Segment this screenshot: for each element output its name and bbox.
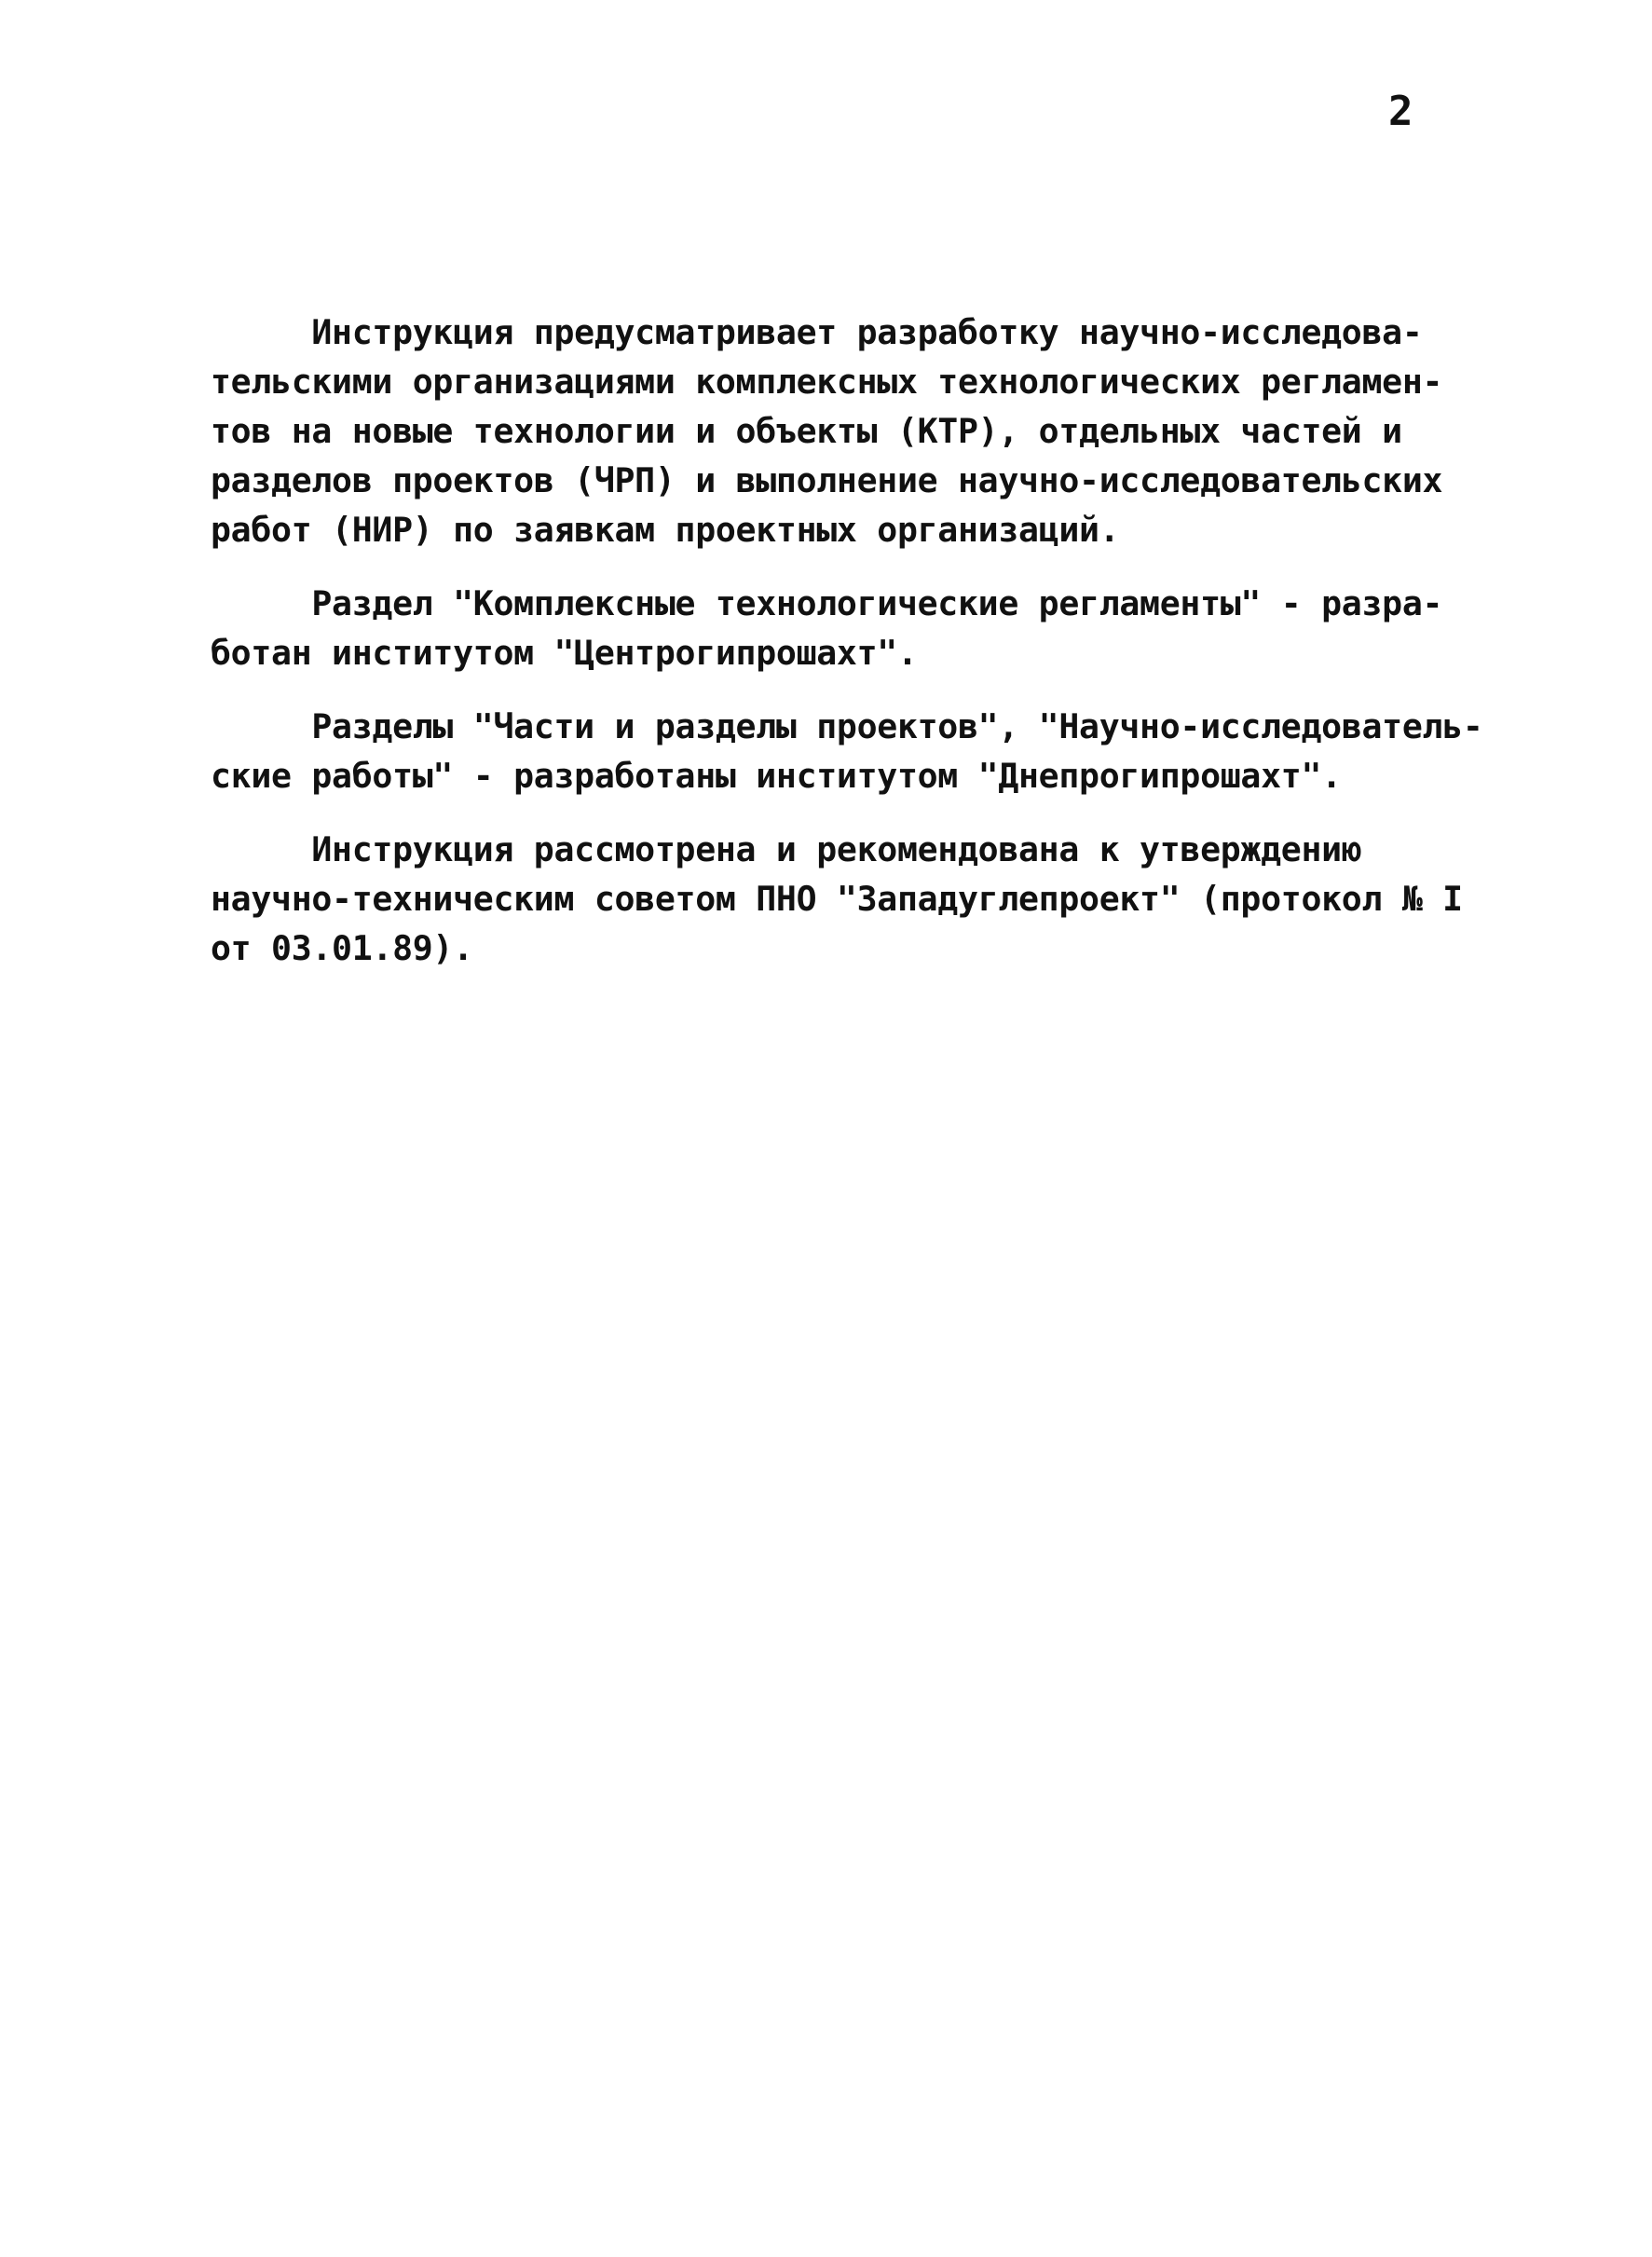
text-line: ботан институтом "Центрогипрошахт". bbox=[211, 633, 918, 673]
paragraph-approval bbox=[211, 825, 1496, 973]
page-number: 2 bbox=[1388, 88, 1413, 135]
body-text bbox=[211, 308, 1496, 997]
text-line: Инструкция предусматривает разработку научно-исследова- bbox=[211, 312, 1423, 352]
text-line: работ (НИР) по заявкам проектных организаций. bbox=[211, 510, 1120, 550]
text-line: тельскими организациями комплексных технологических регламен- bbox=[211, 362, 1443, 402]
text-line: от 03.01.89). bbox=[211, 928, 473, 968]
paragraph-instruction-scope bbox=[211, 308, 1496, 554]
text-line: научно-техническим советом ПНО "Западуглепроект" (протокол № I bbox=[211, 879, 1463, 919]
text-line: Разделы "Части и разделы проектов", "Научно-исследователь- bbox=[211, 706, 1483, 746]
text-line: ские работы" - разработаны институтом "Днепрогипрошахт". bbox=[211, 756, 1342, 796]
paragraph-other-sections bbox=[211, 702, 1496, 800]
text-line: Раздел "Комплексные технологические регламенты" - разра- bbox=[211, 583, 1443, 623]
text-line: тов на новые технологии и объекты (КТР), отдельных частей и bbox=[211, 411, 1402, 451]
text-line: Инструкция рассмотрена и рекомендована к утверждению bbox=[211, 829, 1362, 869]
paragraph-ktr-section bbox=[211, 579, 1496, 677]
text-line: разделов проектов (ЧРП) и выполнение научно-исследовательских bbox=[211, 460, 1443, 500]
